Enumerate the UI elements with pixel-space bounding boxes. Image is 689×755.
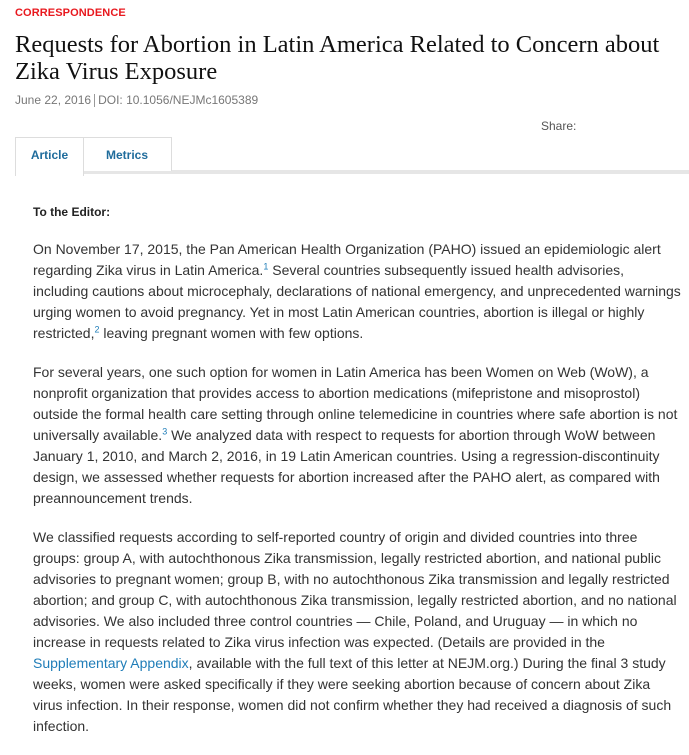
paragraph <box>33 362 683 509</box>
text: On November 17, 2015, the Pan American Health Organization (PAHO) issued an epidemiologic alert regarding Zika virus in Latin America. <box>33 241 661 278</box>
divider <box>94 94 95 107</box>
text: We analyzed data with respect to requests for abortion through WoW between January 1, 2010, and March 2, 2016, in 19 Latin American countries. Using a regression-discontinuity design, we assessed whether requests for abortion increased after the PAHO alert, as compared with preannouncement trends. <box>33 427 660 506</box>
text: leaving pregnant women with few options. <box>99 325 364 341</box>
tab-article[interactable]: Article <box>15 137 84 176</box>
supplementary-appendix-link[interactable]: Supplementary Appendix <box>33 655 189 671</box>
tab-metrics[interactable]: Metrics <box>82 137 172 171</box>
salutation: To the Editor: <box>33 205 111 219</box>
text: For several years, one such option for women in Latin America has been Women on Web (WoW), a nonprofit organization that provides access to abortion medications (mifepristone and misoprostol) outside the formal health care setting through online telemedicine in countries where safe abortion is not universally available. <box>33 364 678 443</box>
reference-link[interactable]: 1 <box>263 261 269 272</box>
publish-date: June 22, 2016 <box>15 93 92 107</box>
article-meta <box>15 93 258 107</box>
reference-link[interactable]: 3 <box>162 426 168 437</box>
text: We classified requests according to self-reported country of origin and divided countries into three groups: group A, with autochthonous Zika transmission, legally restricted abortion, and national public advisories to pregnant women; group B, with no autochthonous Zika transmission and legally restricted abortion; and group C, with autochthonous Zika transmission, legally restricted abortion, and no national advisories. We also included three control countries — Chile, Poland, and Uruguay — in which no increase in requests related to Zika virus infection was expected. (Details are provided in the <box>33 529 677 650</box>
text: Several countries subsequently issued health advisories, including cautions about microcephaly, declarations of national emergency, and unprecedented warnings urging women to avoid pregnancy. Yet in most Latin American countries, abortion is illegal or highly restricted, <box>33 262 681 341</box>
section-label: CORRESPONDENCE <box>15 7 126 19</box>
tab-bar <box>15 137 689 180</box>
share-label: Share: <box>541 119 577 133</box>
text: , available with the full text of this letter at NEJM.org.) During the final 3 study weeks, women were asked specifically if they were seeking abortion because of concern about Zika virus infection. In their response, women did not confirm whether they had received a diagnosis of such infection. <box>33 655 672 734</box>
paragraph <box>33 239 683 344</box>
paragraph <box>33 527 683 737</box>
doi: DOI: 10.1056/NEJMc1605389 <box>98 93 259 107</box>
article-body <box>33 239 683 755</box>
article-title: Requests for Abortion in Latin America Related to Concern about Zika Virus Exposure <box>15 31 660 85</box>
reference-link[interactable]: 2 <box>94 324 100 335</box>
